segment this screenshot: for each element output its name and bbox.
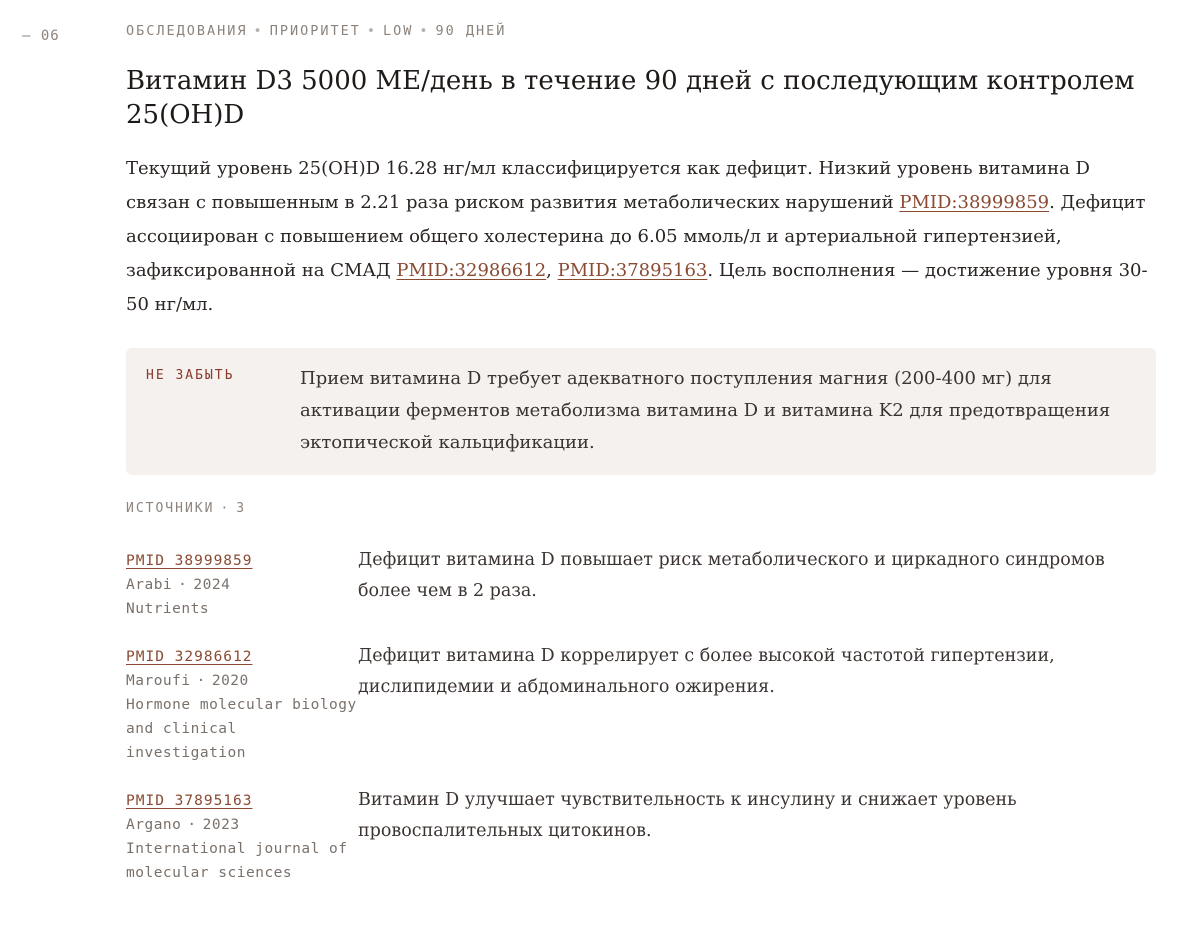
note-label: НЕ ЗАБЫТЬ xyxy=(146,368,235,383)
source-summary: Витамин D улучшает чувствительность к инсулину и снижает уровень провоспалительных цитокинов. xyxy=(358,790,1017,841)
note-text: Прием витамина D требует адекватного поступления магния (200-400 мг) для активации ферментов метаболизма витамина D и витамина K2 для предотвращения эктопической кальцификации. xyxy=(300,368,1111,453)
meta-separator: • xyxy=(419,23,430,39)
body-text-part: . Цель восполнения — достижение уровня 30-50 нг/мл. xyxy=(126,260,1148,315)
source-separator: · xyxy=(178,577,188,593)
meta-separator: • xyxy=(253,23,264,39)
source-meta xyxy=(126,645,358,765)
source-journal: Nutrients xyxy=(126,601,210,617)
meta-category: ОБСЛЕДОВАНИЯ xyxy=(126,23,248,39)
section-number: — 06 xyxy=(22,28,60,44)
source-meta xyxy=(126,549,358,621)
sources-label: ИСТОЧНИКИ xyxy=(126,501,215,516)
source-pmid-link[interactable]: PMID 32986612 xyxy=(126,649,253,665)
sources-count: 3 xyxy=(236,501,247,516)
meta-duration: 90 ДНЕЙ xyxy=(435,23,507,39)
source-separator: · xyxy=(196,673,206,689)
recommendation-card xyxy=(126,20,1156,885)
reminder-note xyxy=(126,348,1156,475)
source-journal: Hormone molecular biology and clinical investigation xyxy=(126,697,357,761)
source-item xyxy=(126,645,1156,765)
source-summary: Дефицит витамина D повышает риск метаболического и циркадного синдромов более чем в 2 раза. xyxy=(358,550,1105,601)
body-text-part: Текущий уровень 25(OH)D 16.28 нг/мл классифицируется как дефицит. Низкий уровень витамина D связан с повышенным в 2.21 раза риском развития метаболических нарушений xyxy=(126,158,1090,213)
source-year: 2023 xyxy=(202,817,240,833)
pmid-link-38999859[interactable]: PMID:38999859 xyxy=(899,192,1050,213)
source-item xyxy=(126,549,1156,621)
source-meta xyxy=(126,789,358,885)
body-text-part: , xyxy=(546,260,558,281)
recommendation-body xyxy=(126,152,1156,322)
source-item xyxy=(126,789,1156,885)
recommendation-title: Витамин D3 5000 МЕ/день в течение 90 дней с последующим контролем 25(OH)D xyxy=(126,66,1135,130)
meta-priority-value: LOW xyxy=(382,23,414,39)
sources-separator: · xyxy=(220,501,231,516)
sources-header xyxy=(126,499,1156,519)
source-year: 2024 xyxy=(193,577,231,593)
source-author: Maroufi xyxy=(126,673,191,689)
source-summary: Дефицит витамина D коррелирует с более высокой частотой гипертензии, дислипидемии и абдоминального ожирения. xyxy=(358,646,1055,697)
source-author: Arabi xyxy=(126,577,173,593)
source-separator: · xyxy=(187,817,197,833)
source-pmid-link[interactable]: PMID 37895163 xyxy=(126,793,253,809)
meta-separator: • xyxy=(366,23,377,39)
body-text-part: . Дефицит ассоциирован с повышением общего холестерина до 6.05 ммоль/л и артериальной гипертензией, зафиксированной на СМАД xyxy=(126,192,1146,281)
pmid-link-32986612[interactable]: PMID:32986612 xyxy=(396,260,547,281)
source-journal: International journal of molecular sciences xyxy=(126,841,348,881)
source-author: Argano xyxy=(126,817,182,833)
meta-line xyxy=(126,20,1156,42)
meta-priority-label: ПРИОРИТЕТ xyxy=(269,23,361,39)
source-pmid-link[interactable]: PMID 38999859 xyxy=(126,553,253,569)
pmid-link-37895163[interactable]: PMID:37895163 xyxy=(557,260,708,281)
source-year: 2020 xyxy=(211,673,249,689)
